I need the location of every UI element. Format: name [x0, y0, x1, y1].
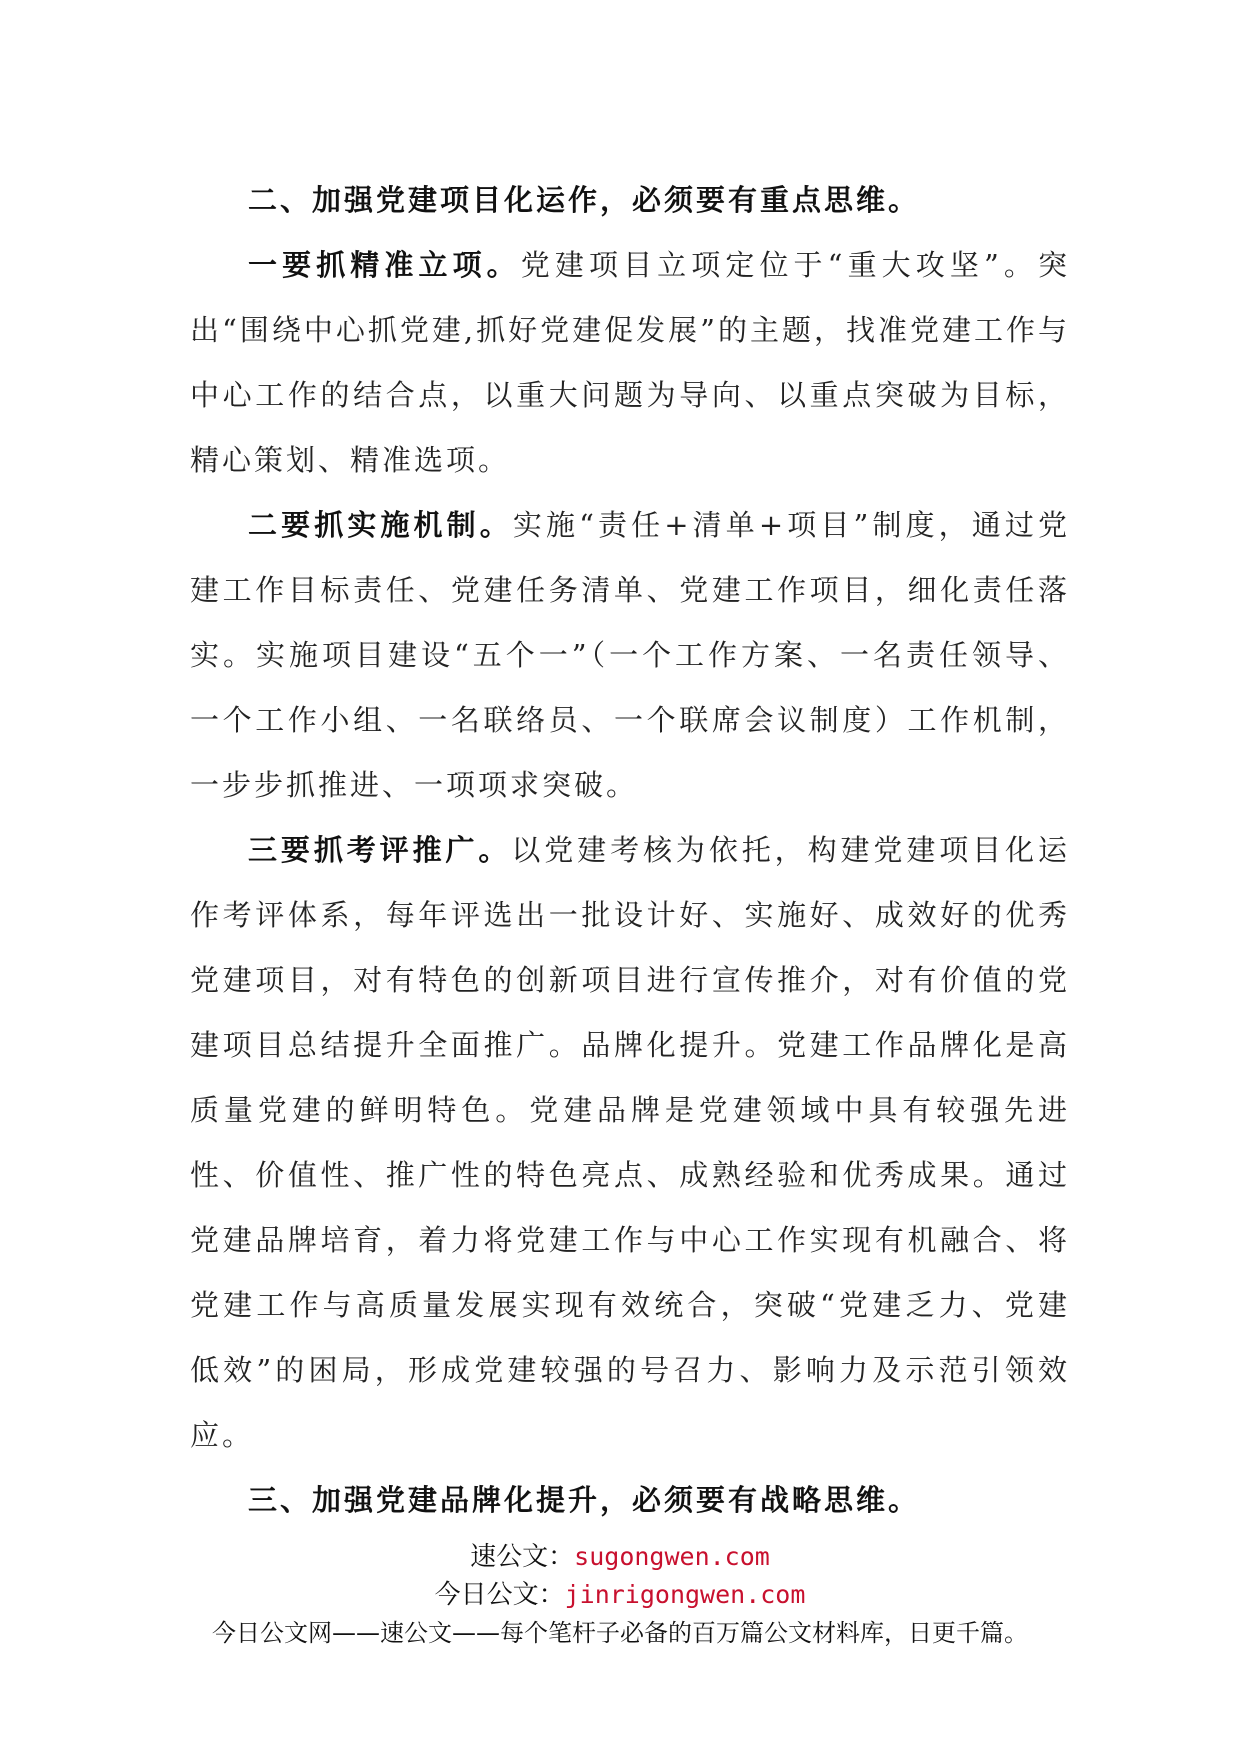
- sugongwen-link[interactable]: sugongwen.com: [574, 1542, 770, 1571]
- footer-label-2: 今日公文：: [434, 1580, 565, 1610]
- document-body: [190, 168, 1070, 1533]
- paragraph-1-lead: 一要抓精准立项。: [248, 248, 521, 282]
- footer-tagline: 今日公文网——速公文——每个笔杆子必备的百万篇公文材料库，日更千篇。: [212, 1619, 1028, 1647]
- footer-line-1: [0, 1538, 1240, 1576]
- paragraph-2-body: 实施“责任+清单+项目”制度，通过党建工作目标责任、党建任务清单、党建工作项目，细化责任落实。实施项目建设“五个一”（一个工作方案、一名责任领导、一个工作小组、一名联络员、一个联席会议制度）工作机制，一步步抓推进、一项项求突破。: [190, 508, 1070, 802]
- section-heading-2: 二、加强党建项目化运作，必须要有重点思维。: [248, 183, 921, 217]
- paragraph-1: [190, 233, 1070, 493]
- paragraph-3: [190, 818, 1070, 1468]
- paragraph-1-body: 党建项目立项定位于“重大攻坚”。突出“围绕中心抓党建,抓好党建促发展”的主题，找准党建工作与中心工作的结合点，以重大问题为导向、以重点突破为目标，精心策划、精准选项。: [190, 248, 1070, 477]
- footer: [0, 1538, 1240, 1652]
- footer-label-1: 速公文：: [470, 1542, 575, 1572]
- footer-line-2: [0, 1576, 1240, 1614]
- paragraph-2-lead: 二要抓实施机制。: [248, 508, 513, 542]
- paragraph-3-lead: 三要抓考评推广。: [248, 833, 512, 867]
- jinrigongwen-link[interactable]: jinrigongwen.com: [564, 1580, 806, 1609]
- paragraph-2: [190, 493, 1070, 818]
- section-heading-3: 三、加强党建品牌化提升，必须要有战略思维。: [248, 1483, 921, 1517]
- paragraph-3-body: 以党建考核为依托，构建党建项目化运作考评体系，每年评选出一批设计好、实施好、成效好的优秀党建项目，对有特色的创新项目进行宣传推介，对有价值的党建项目总结提升全面推广。品牌化提升。党建工作品牌化是高质量党建的鲜明特色。党建品牌是党建领域中具有较强先进性、价值性、推广性的特色亮点、成熟经验和优秀成果。通过党建品牌培育，着力将党建工作与中心工作实现有机融合、将党建工作与高质量发展实现有效统合，突破“党建乏力、党建低效”的困局，形成党建较强的号召力、影响力及示范引领效应。: [190, 833, 1070, 1452]
